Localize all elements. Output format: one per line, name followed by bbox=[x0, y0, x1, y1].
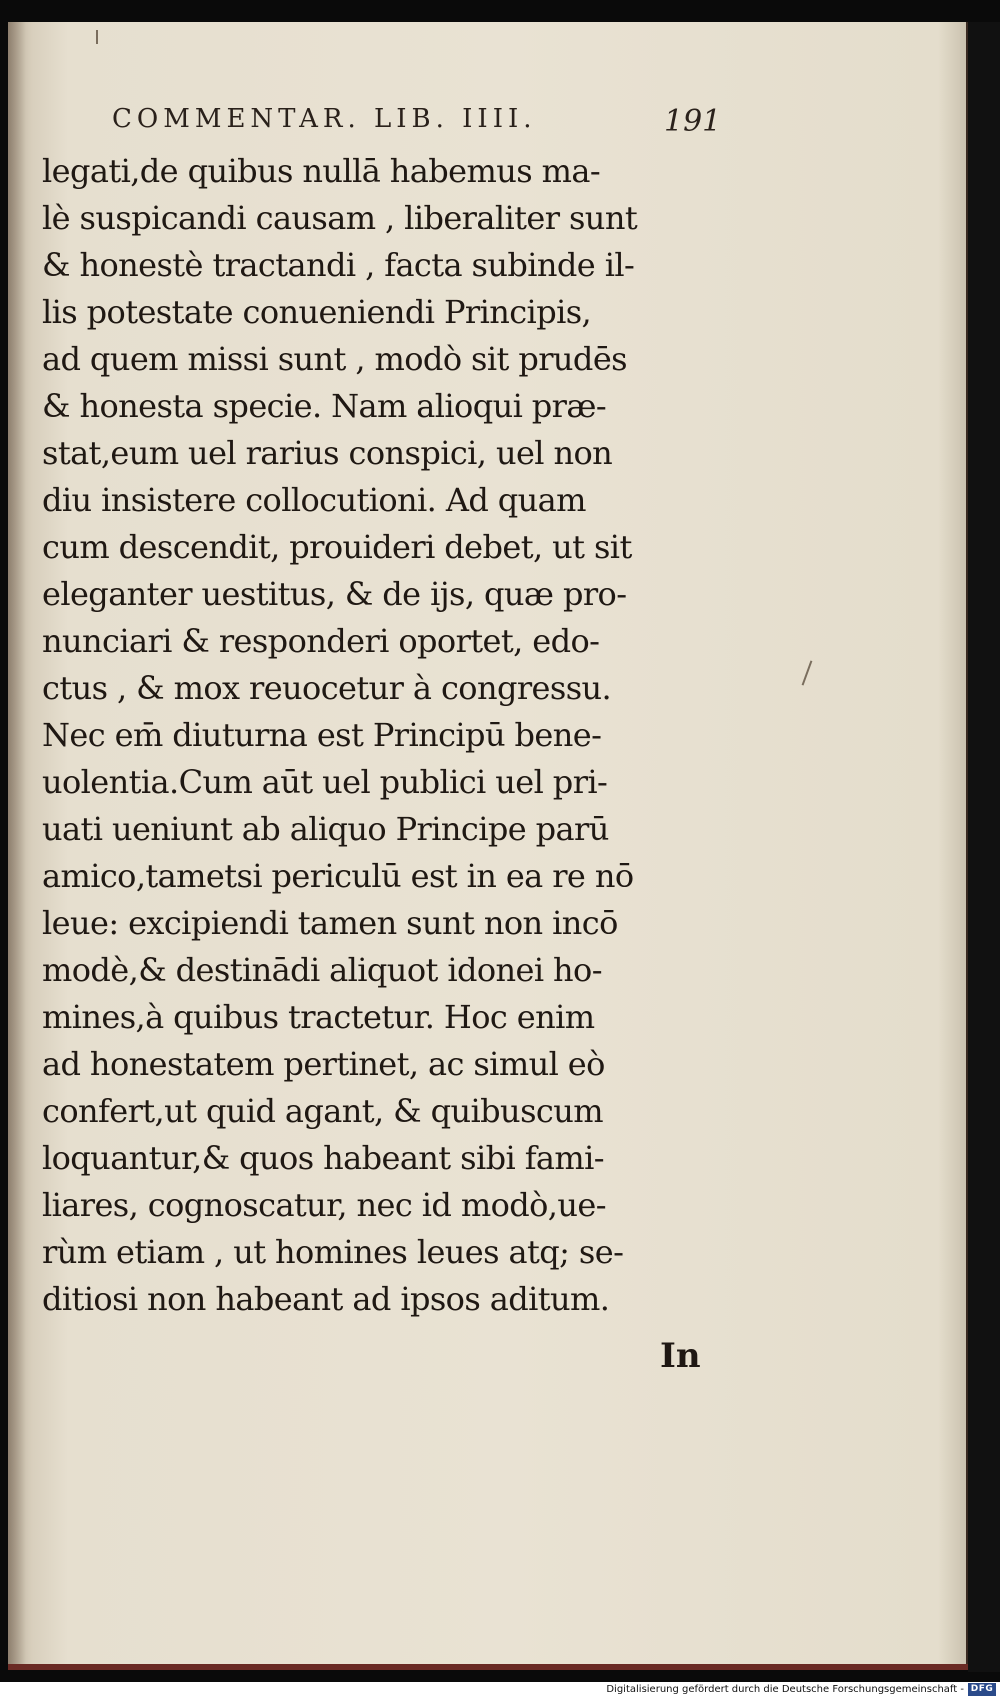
text-line: ad quem missi sunt , modò sit prudēs bbox=[42, 340, 627, 378]
page-number: 191 bbox=[664, 104, 722, 139]
text-line: ctus , & mox reuocetur à congressu. bbox=[42, 669, 612, 707]
text-line: lis potestate conueniendi Principis, bbox=[42, 293, 592, 331]
text-line: ad honestatem pertinet, ac simul eò bbox=[42, 1045, 605, 1083]
text-line: stat,eum uel rarius conspici, uel non bbox=[42, 434, 613, 472]
text-line: loquantur,& quos habeant sibi fami- bbox=[42, 1139, 605, 1177]
scan-right-edge bbox=[968, 22, 1000, 1672]
text-line: Nec em̄ diuturna est Principū bene- bbox=[42, 716, 602, 754]
text-line: confert,ut quid agant, & quibuscum bbox=[42, 1092, 603, 1130]
text-line: uolentia.Cum aūt uel publici uel pri- bbox=[42, 763, 608, 801]
text-line: & honesta specie. Nam alioqui præ- bbox=[42, 387, 607, 425]
text-line: nunciari & responderi oportet, edo- bbox=[42, 622, 600, 660]
text-line: mines,à quibus tractetur. Hoc enim bbox=[42, 998, 595, 1036]
text-line: diu insistere collocutioni. Ad quam bbox=[42, 481, 586, 519]
spine-shadow bbox=[8, 22, 26, 1664]
margin-mark bbox=[96, 30, 98, 44]
text-line: liares, cognoscatur, nec id modò,ue- bbox=[42, 1186, 606, 1224]
text-line: rùm etiam , ut homines leues atq; se- bbox=[42, 1233, 624, 1271]
digitization-credit: Digitalisierung gefördert durch die Deutsche Forschungsgemeinschaft - bbox=[606, 1684, 964, 1695]
text-line: uati ueniunt ab aliquo Principe parū bbox=[42, 810, 609, 848]
body-text bbox=[42, 148, 722, 1323]
text-line: eleganter uestitus, & de ijs, quæ pro- bbox=[42, 575, 627, 613]
text-line: & honestè tractandi , facta subinde il- bbox=[42, 246, 635, 284]
dfg-logo: DFG bbox=[968, 1683, 996, 1696]
text-line: ditiosi non habeant ad ipsos aditum. bbox=[42, 1280, 610, 1318]
text-line: modè,& destinādi aliquot idonei ho- bbox=[42, 951, 602, 989]
text-line: legati,de quibus nullā habemus ma- bbox=[42, 152, 601, 190]
text-line: lè suspicandi causam , liberaliter sunt bbox=[42, 199, 638, 237]
text-line: leue: excipiendi tamen sunt non incō bbox=[42, 904, 618, 942]
text-line: amico,tametsi periculū est in ea re nō bbox=[42, 857, 634, 895]
running-head: COMMENTAR. LIB. IIII. bbox=[112, 104, 537, 134]
page-bottom-edge bbox=[8, 1664, 968, 1670]
catchword: In bbox=[660, 1336, 701, 1376]
text-line: cum descendit, prouideri debet, ut sit bbox=[42, 528, 632, 566]
